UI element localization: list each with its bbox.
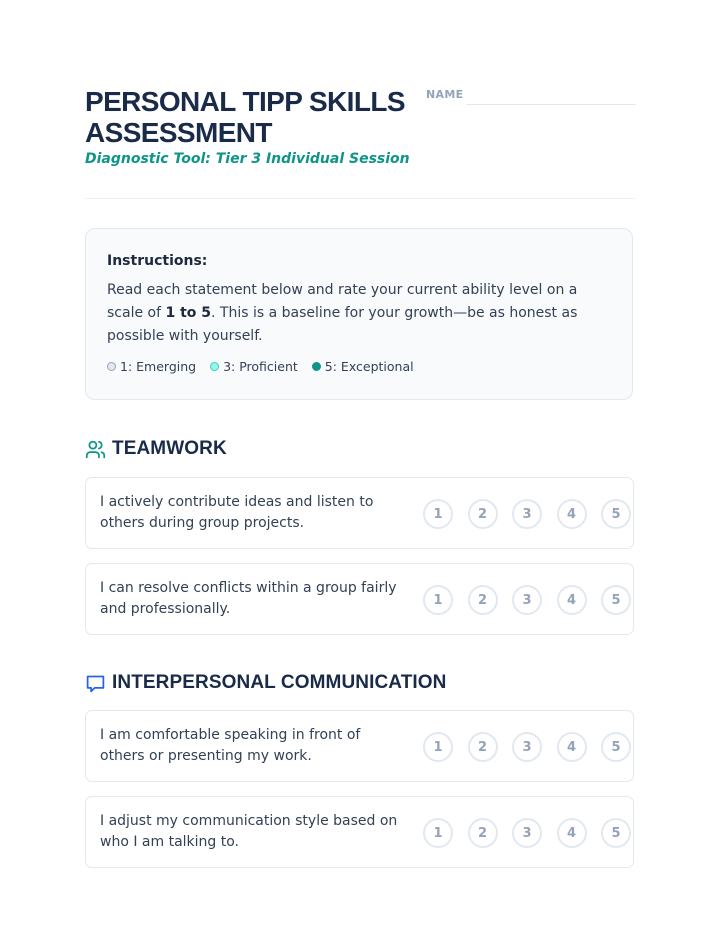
page-title: PERSONAL TIPP SKILLS ASSESSMENT [85, 86, 405, 148]
legend-item-emerging [107, 359, 196, 374]
name-input-line[interactable] [466, 104, 636, 105]
rating-option-1[interactable]: 1 [423, 499, 453, 529]
rating-scale [423, 499, 631, 529]
statement-text: I am comfortable speaking in front of others or presenting my work. [100, 727, 361, 764]
rating-option-5[interactable]: 5 [601, 818, 631, 848]
legend-item-exceptional [312, 359, 414, 374]
section-title-communication: INTERPERSONAL COMMUNICATION [112, 672, 447, 693]
rating-option-2[interactable]: 2 [468, 732, 498, 762]
rating-option-4[interactable]: 4 [557, 732, 587, 762]
instructions-body [107, 279, 611, 348]
statement-text: I can resolve conflicts within a group fairly and professionally. [100, 580, 397, 617]
statement-card [85, 796, 634, 868]
instructions-text-end: . This is a baseline for your growth—be as honest as possible with yourself. [107, 305, 578, 344]
name-label: NAME [426, 88, 464, 101]
statement-card [85, 477, 634, 549]
rating-option-3[interactable]: 3 [512, 585, 542, 615]
instructions-box [85, 228, 633, 400]
rating-option-5[interactable]: 5 [601, 732, 631, 762]
legend-dot-exceptional [312, 362, 321, 371]
statement-card [85, 563, 634, 635]
legend-dot-proficient [210, 362, 219, 371]
users-icon [85, 439, 106, 460]
rating-option-4[interactable]: 4 [557, 818, 587, 848]
rating-scale [423, 585, 631, 615]
rating-option-1[interactable]: 1 [423, 818, 453, 848]
rating-scale [423, 732, 631, 762]
rating-option-2[interactable]: 2 [468, 499, 498, 529]
rating-option-2[interactable]: 2 [468, 585, 498, 615]
statement-text: I adjust my communication style based on who I am talking to. [100, 813, 398, 850]
section-title-teamwork: TEAMWORK [112, 438, 227, 459]
section-teamwork-header [85, 438, 227, 460]
page-subtitle: Diagnostic Tool: Tier 3 Individual Session [85, 151, 410, 167]
rating-option-3[interactable]: 3 [512, 499, 542, 529]
rating-option-1[interactable]: 1 [423, 585, 453, 615]
section-communication-header [85, 672, 447, 694]
rating-option-5[interactable]: 5 [601, 499, 631, 529]
instructions-title: Instructions: [107, 253, 208, 269]
rating-option-5[interactable]: 5 [601, 585, 631, 615]
rating-option-1[interactable]: 1 [423, 732, 453, 762]
header [85, 86, 635, 167]
instructions-text-start: Read each statement below and rate your current ability level on a scale of [107, 282, 578, 321]
rating-scale [423, 818, 631, 848]
statement-text: I actively contribute ideas and listen to others during group projects. [100, 494, 374, 531]
legend-dot-emerging [107, 362, 116, 371]
rating-option-4[interactable]: 4 [557, 499, 587, 529]
header-divider [85, 198, 635, 199]
statement-card [85, 710, 634, 782]
legend-label-emerging: 1: Emerging [120, 359, 197, 374]
rating-option-3[interactable]: 3 [512, 818, 542, 848]
legend-item-proficient [210, 359, 298, 374]
chat-bubble-icon [85, 673, 106, 694]
legend-label-exceptional: 5: Exceptional [324, 359, 414, 374]
rating-option-2[interactable]: 2 [468, 818, 498, 848]
legend-label-proficient: 3: Proficient [223, 359, 298, 374]
instructions-scale: 1 to 5 [165, 305, 212, 321]
rating-option-3[interactable]: 3 [512, 732, 542, 762]
rating-option-4[interactable]: 4 [557, 585, 587, 615]
rating-legend [107, 359, 611, 374]
